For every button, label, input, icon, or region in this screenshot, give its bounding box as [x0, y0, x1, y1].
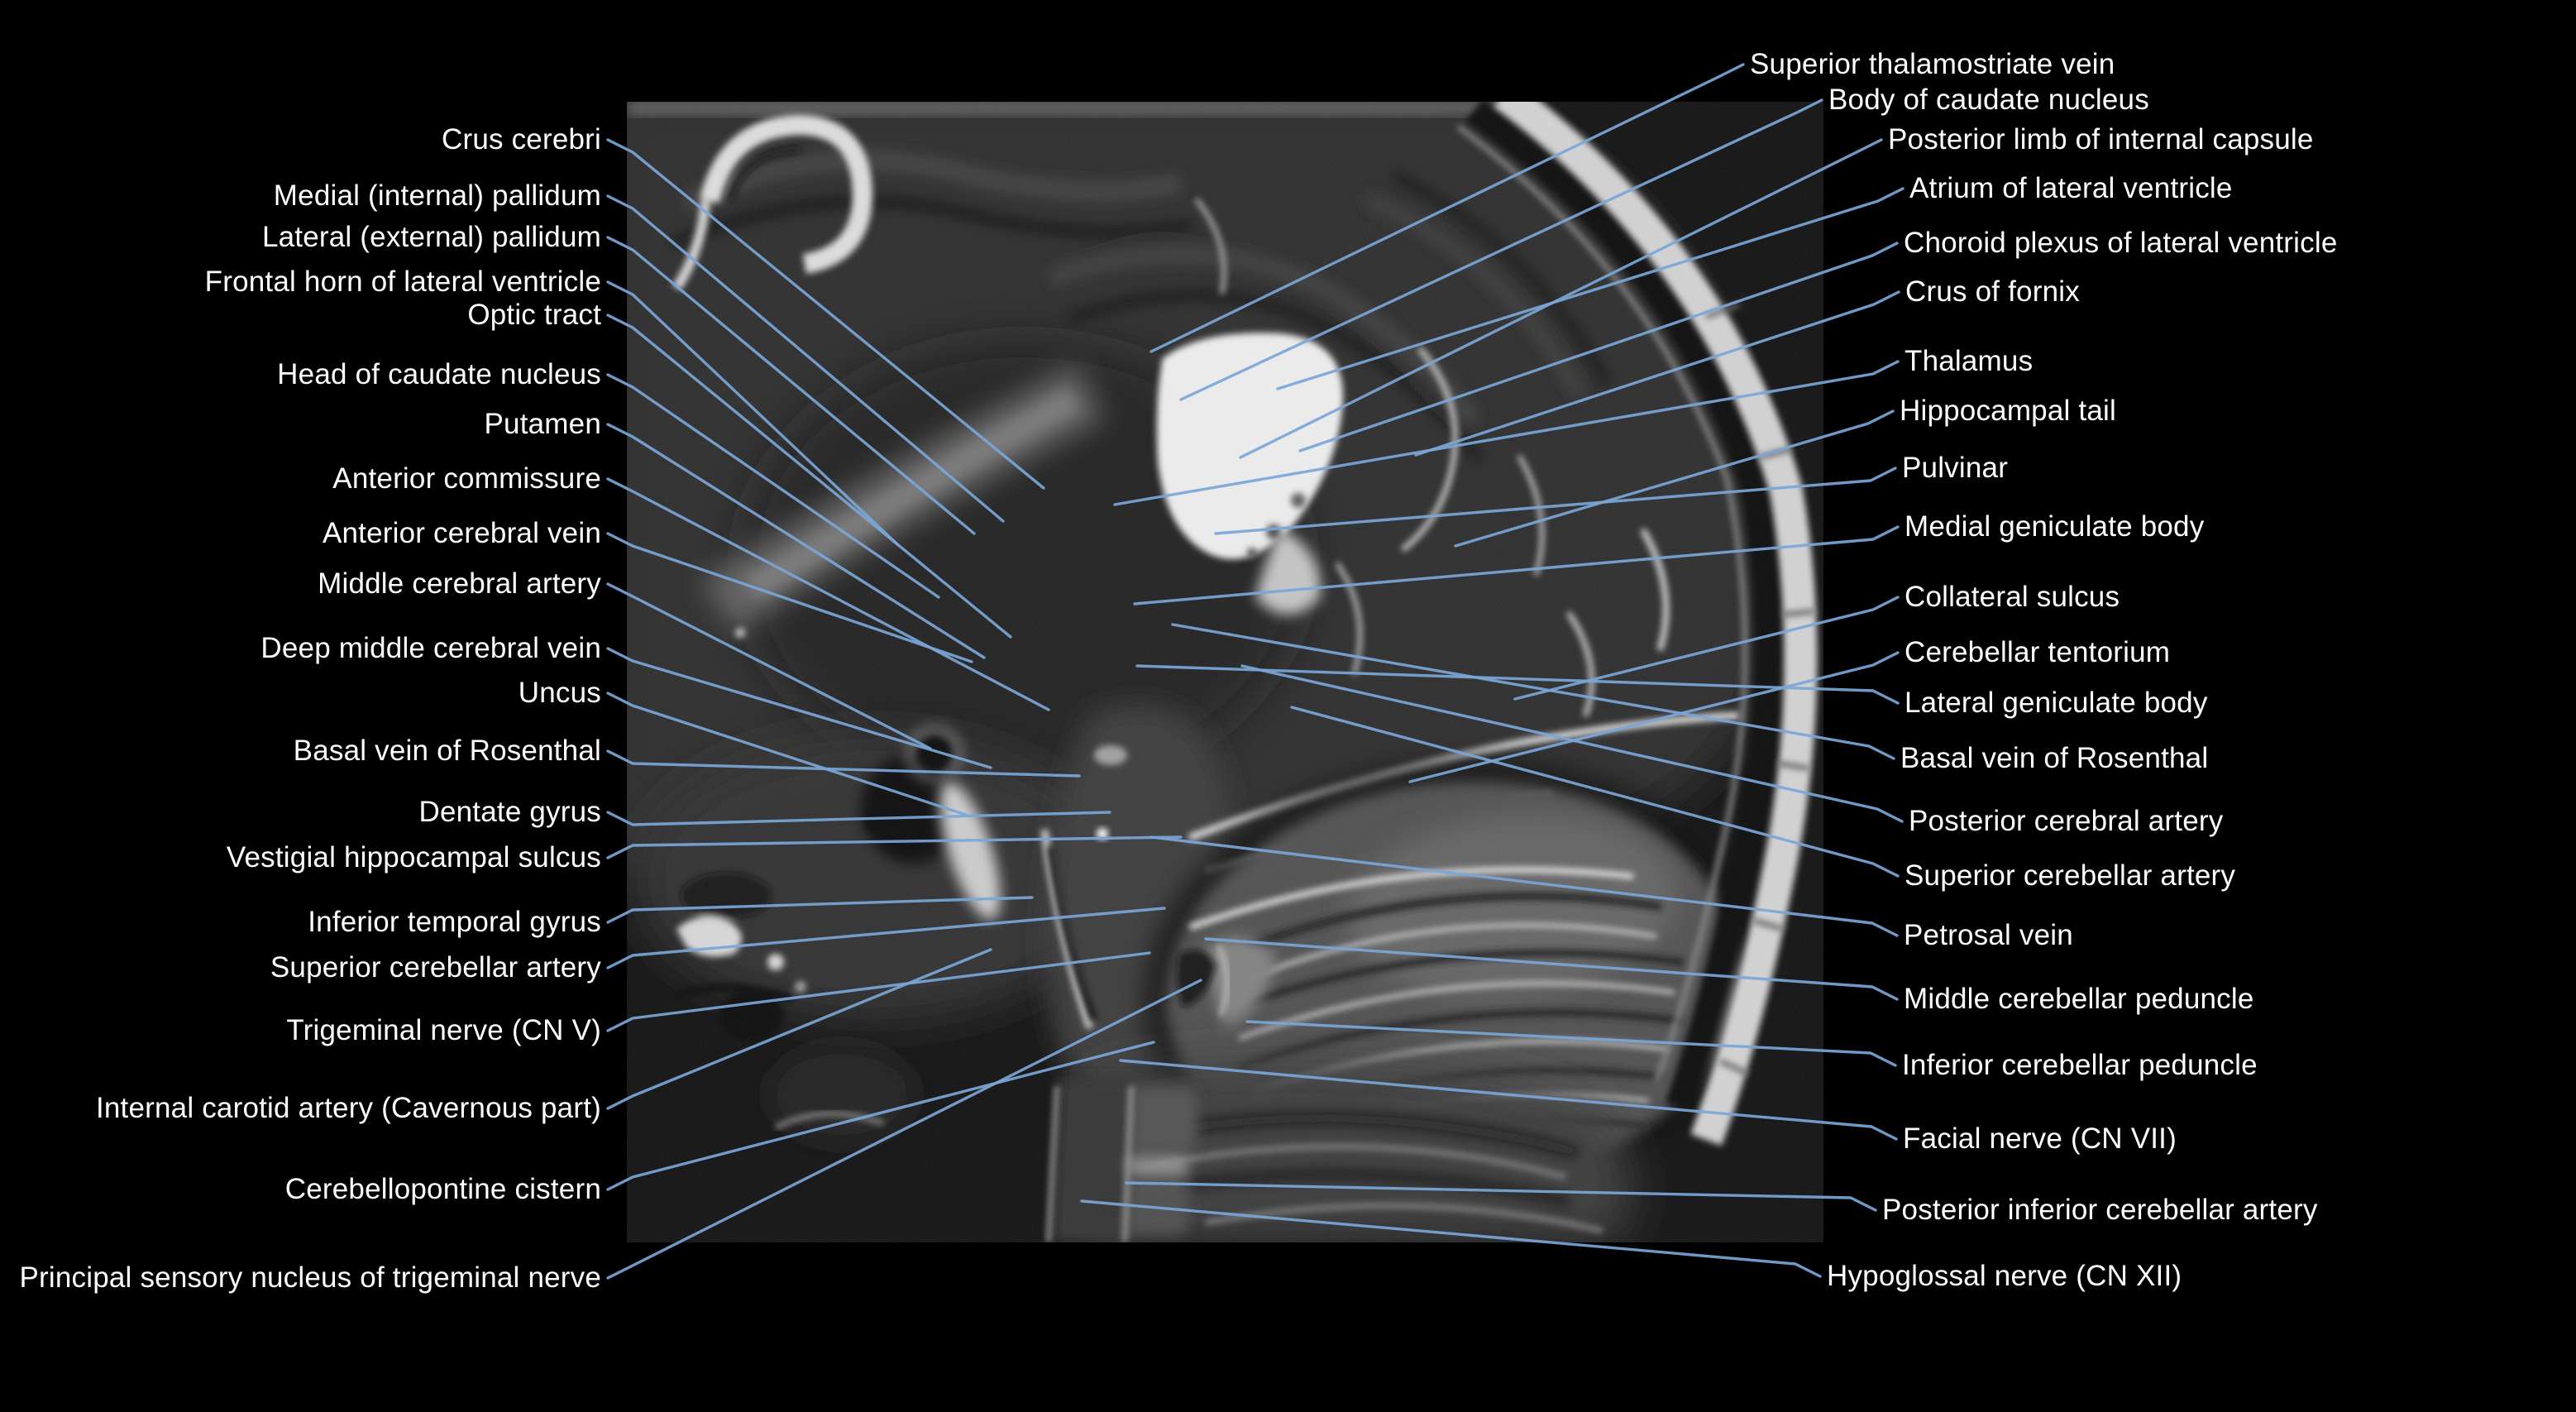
anatomy-label-medial-internal-pallidum: Medial (internal) pallidum: [273, 179, 601, 212]
anatomy-label-basal-vein-of-rosenthal: Basal vein of Rosenthal: [1900, 742, 2209, 774]
anatomy-label-deep-middle-cerebral-vein: Deep middle cerebral vein: [260, 632, 601, 664]
anatomy-label-facial-nerve-cn-vii: Facial nerve (CN VII): [1903, 1122, 2177, 1155]
anatomy-label-dentate-gyrus: Dentate gyrus: [418, 796, 601, 828]
anatomy-label-posterior-cerebral-artery: Posterior cerebral artery: [1909, 805, 2224, 837]
anatomy-label-lateral-external-pallidum: Lateral (external) pallidum: [261, 221, 601, 253]
anatomy-label-head-of-caudate-nucleus: Head of caudate nucleus: [277, 358, 601, 390]
anatomy-label-thalamus: Thalamus: [1905, 345, 2034, 377]
anatomy-label-posterior-limb-of-internal-capsule: Posterior limb of internal capsule: [1888, 123, 2314, 156]
anatomy-label-frontal-horn-of-lateral-ventricle: Frontal horn of lateral ventricle: [204, 266, 601, 298]
anatomy-label-cerebellopontine-cistern: Cerebellopontine cistern: [284, 1173, 601, 1205]
anatomy-label-middle-cerebral-artery: Middle cerebral artery: [318, 567, 601, 600]
anatomy-label-choroid-plexus-of-lateral-ventricle: Choroid plexus of lateral ventricle: [1904, 227, 2338, 259]
anatomy-label-lateral-geniculate-body: Lateral geniculate body: [1905, 687, 2208, 719]
anatomy-label-pulvinar: Pulvinar: [1902, 452, 2009, 484]
anatomy-label-anterior-cerebral-vein: Anterior cerebral vein: [322, 517, 601, 549]
anatomy-label-cerebellar-tentorium: Cerebellar tentorium: [1905, 636, 2171, 668]
anatomy-label-superior-cerebellar-artery: Superior cerebellar artery: [270, 951, 601, 984]
anatomy-label-medial-geniculate-body: Medial geniculate body: [1905, 510, 2205, 543]
anatomy-label-uncus: Uncus: [518, 677, 601, 709]
anatomy-label-anterior-commissure: Anterior commissure: [332, 462, 601, 495]
anatomy-label-internal-carotid-artery-cavernous-part: Internal carotid artery (Cavernous part): [95, 1092, 601, 1124]
anatomy-label-basal-vein-of-rosenthal: Basal vein of Rosenthal: [293, 735, 601, 767]
anatomy-label-body-of-caudate-nucleus: Body of caudate nucleus: [1828, 84, 2149, 116]
anatomy-label-middle-cerebellar-peduncle: Middle cerebellar peduncle: [1904, 983, 2254, 1015]
anatomy-label-putamen: Putamen: [484, 408, 601, 440]
anatomy-label-superior-cerebellar-artery: Superior cerebellar artery: [1905, 859, 2236, 892]
anatomy-label-principal-sensory-nucleus-of-trigeminal-nerve: Principal sensory nucleus of trigeminal nerve: [19, 1261, 601, 1294]
anatomy-label-crus-of-fornix: Crus of fornix: [1905, 275, 2080, 308]
anatomy-label-vestigial-hippocampal-sulcus: Vestigial hippocampal sulcus: [226, 841, 601, 874]
anatomy-label-posterior-inferior-cerebellar-artery: Posterior inferior cerebellar artery: [1882, 1194, 2318, 1226]
anatomy-label-atrium-of-lateral-ventricle: Atrium of lateral ventricle: [1909, 172, 2233, 204]
anatomy-label-trigeminal-nerve-cn-v: Trigeminal nerve (CN V): [286, 1014, 601, 1046]
anatomy-label-crus-cerebri: Crus cerebri: [441, 123, 601, 156]
anatomy-label-inferior-cerebellar-peduncle: Inferior cerebellar peduncle: [1902, 1049, 2258, 1081]
anatomy-label-hypoglossal-nerve-cn-xii: Hypoglossal nerve (CN XII): [1827, 1260, 2182, 1292]
anatomy-label-petrosal-vein: Petrosal vein: [1904, 919, 2073, 951]
anatomy-label-superior-thalamostriate-vein: Superior thalamostriate vein: [1750, 48, 2115, 80]
anatomy-label-optic-tract: Optic tract: [467, 299, 601, 331]
anatomy-label-hippocampal-tail: Hippocampal tail: [1900, 395, 2116, 427]
anatomy-label-collateral-sulcus: Collateral sulcus: [1905, 581, 2120, 613]
anatomy-label-inferior-temporal-gyrus: Inferior temporal gyrus: [308, 906, 601, 938]
